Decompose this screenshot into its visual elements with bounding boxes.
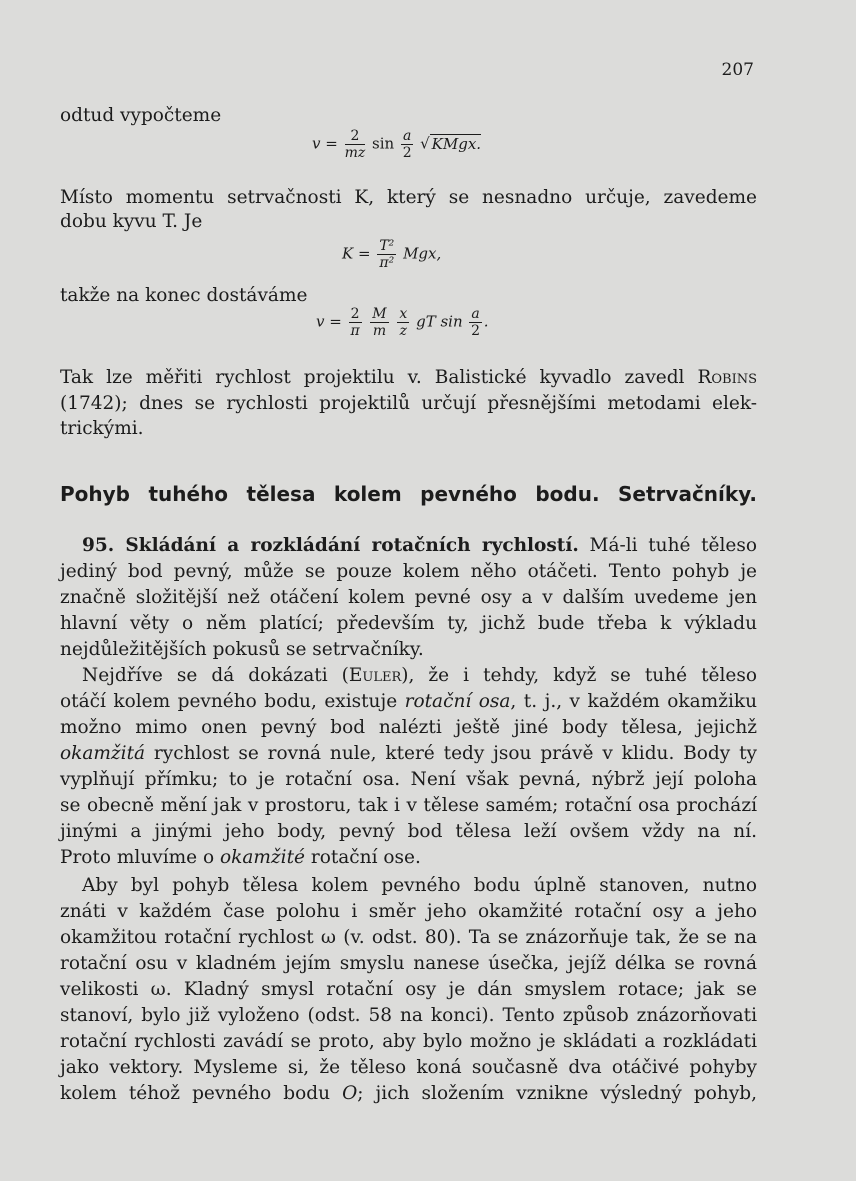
section-heading: Pohyb tuhého tělesa kolem pevného bodu. Setrvačníky.	[60, 482, 757, 506]
text: ; jich složením vznikne výsledný pohyb,	[357, 1083, 758, 1104]
text: (1742); dnes se rychlosti projektilů určují přesnějšími metodami elek-	[60, 393, 757, 414]
denominator: π	[350, 323, 360, 339]
text: otáčí kolem pevného bodu, existuje	[60, 691, 405, 712]
text-line	[60, 978, 757, 1002]
formula-lhs: v =	[312, 134, 338, 153]
text-line	[60, 366, 757, 390]
formula-velocity	[312, 128, 481, 161]
text: ), že i tehdy, když se tuhé těleso	[401, 665, 757, 686]
denominator: 2	[471, 323, 481, 339]
text: rotační ose.	[304, 847, 421, 868]
text-line	[60, 926, 757, 950]
text: rotační osu v kladném jejím smyslu nanese úsečka, jejíž délka se rovná	[60, 953, 757, 974]
formula-lhs: K =	[342, 244, 371, 263]
text-line	[60, 794, 757, 818]
text-line	[60, 846, 421, 870]
text-line	[60, 820, 757, 844]
text-line	[60, 586, 757, 610]
text-line	[60, 1004, 757, 1028]
denominator: mz	[344, 145, 366, 161]
text: Má-li tuhé těleso	[578, 535, 757, 556]
text: Místo momentu setrvačnosti K, který se nesnadno určuje, zavedeme	[60, 187, 757, 208]
denominator: z	[399, 323, 408, 339]
text-line: takže na konec dostáváme	[60, 285, 308, 306]
text: značně složitější než otáčení kolem pevné osy a v dalším uvedeme jen	[60, 587, 757, 608]
text-line	[60, 664, 757, 688]
denominator: π²	[379, 255, 395, 271]
text: rychlost se rovná nule, které tedy jsou právě v klidu. Body ty	[145, 743, 757, 764]
text: se obecně mění jak v prostoru, tak i v tělese samém; rotační osa prochází	[60, 795, 757, 816]
text-line	[60, 742, 757, 766]
author-name: Euler	[348, 665, 402, 686]
text-line	[60, 768, 757, 792]
numerator: 2	[345, 128, 366, 145]
denominator: m	[372, 323, 387, 339]
text: znáti v každém čase polohu i směr jeho okamžité rotační osy a jeho	[60, 901, 757, 922]
emphasis: okamžité	[220, 847, 305, 868]
formula-velocity-final	[316, 306, 489, 339]
text-line	[60, 1030, 757, 1054]
text: jediný bod pevný, může se pouze kolem něho otáčeti. Tento pohyb je	[60, 561, 757, 582]
text-line: trickými.	[60, 418, 144, 439]
fraction	[377, 238, 396, 271]
text-line	[60, 952, 757, 976]
formula-lhs: v =	[316, 312, 342, 331]
text: jinými a jinými jeho body, pevný bod tělesa leží ovšem vždy na ní.	[60, 821, 757, 842]
text-line	[60, 560, 757, 584]
text: Tak lze měřiti rychlost projektilu v. Balistické kyvadlo zavedl	[60, 367, 698, 388]
text-line	[60, 1056, 757, 1080]
text: vyplňují přímku; to je rotační osa. Není však pevná, nýbrž její poloha	[60, 769, 757, 790]
text: okamžitou rotační rychlost ω (v. odst. 80). Ta se znázorňuje tak, že se na	[60, 927, 757, 948]
author-name: Robins	[697, 367, 757, 388]
formula-rhs: Mgx,	[403, 244, 442, 263]
text: stanoví, bylo již vyloženo (odst. 58 na konci). Tento způsob znázorňovati	[60, 1005, 757, 1026]
sin-text: sin	[372, 134, 395, 153]
denominator: 2	[402, 145, 412, 161]
emphasis: okamžitá	[60, 743, 146, 764]
subsection-title: 95. Skládání a rozkládání rotačních rychlostí.	[82, 535, 579, 556]
text: , t. j., v každém okamžiku	[510, 691, 757, 712]
text-line	[60, 186, 757, 210]
numerator: x	[399, 306, 408, 322]
numerator: 2	[350, 306, 360, 322]
fraction	[345, 128, 366, 161]
sqrt-sign: √	[420, 134, 430, 153]
text-line: odtud vypočteme	[60, 105, 222, 126]
text: možno mimo onen pevný bod nalézti ještě jiné body tělesa, jejichž	[60, 717, 757, 738]
fraction	[397, 306, 409, 339]
formula-moment	[342, 238, 441, 271]
text-line	[60, 690, 757, 714]
text: velikosti ω. Kladný smysl rotační osy je dán smyslem rotace; jak se	[60, 979, 757, 1000]
numerator: a	[402, 128, 412, 144]
text-line	[60, 612, 757, 636]
numerator: T²	[379, 238, 395, 254]
text: Nejdříve se dá dokázati (	[82, 665, 349, 686]
text-line	[60, 900, 757, 924]
text-line	[60, 874, 757, 898]
text-line	[60, 716, 757, 740]
sqrt-content: KMgx.	[431, 134, 482, 153]
page-number: 207	[721, 60, 754, 80]
text: rotační rychlosti zavádí se proto, aby bylo možno je skládati a rozkládati	[60, 1031, 757, 1052]
text-line	[60, 392, 757, 416]
emphasis: O	[342, 1083, 358, 1104]
fraction	[370, 306, 388, 339]
emphasis: rotační osa	[404, 691, 511, 712]
text: jako vektory. Mysleme si, že těleso koná současně dva otáčivé pohyby	[60, 1057, 757, 1078]
text: kolem téhož pevného bodu	[60, 1083, 343, 1104]
numerator: M	[372, 306, 387, 322]
fraction	[349, 306, 362, 339]
text: Aby byl pohyb tělesa kolem pevného bodu úplně stanoven, nutno	[82, 875, 757, 896]
text-line: nejdůležitějších pokusů se setrvačníky.	[60, 639, 424, 660]
text: hlavní věty o něm platící; především ty, jichž bude třeba k výkladu	[60, 613, 757, 634]
fraction	[401, 128, 413, 161]
text-line	[60, 1082, 757, 1106]
text-line	[60, 534, 757, 558]
fraction	[469, 306, 481, 339]
formula-end: .	[483, 312, 489, 331]
formula-mid: gT sin	[416, 312, 463, 331]
text-line: dobu kyvu T. Je	[60, 211, 203, 232]
text: Proto mluvíme o	[60, 847, 221, 868]
numerator: a	[471, 306, 480, 322]
